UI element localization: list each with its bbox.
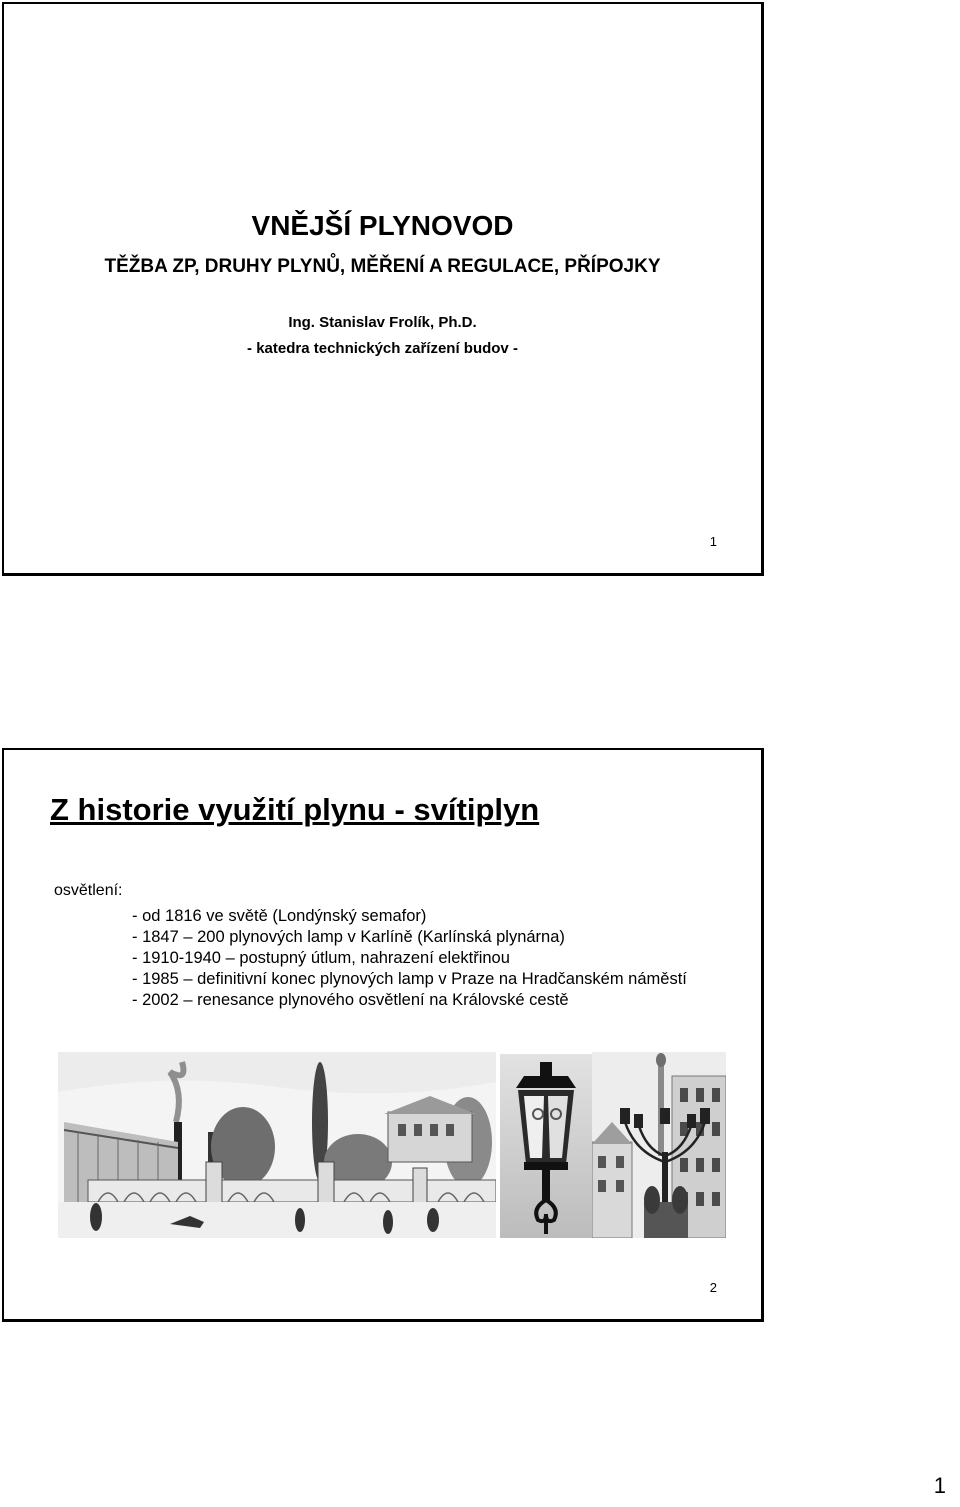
page-number: 1 bbox=[933, 1473, 946, 1498]
gasworks-engraving-illustration bbox=[58, 1052, 496, 1238]
list-item: - 1847 – 200 plynových lamp v Karlíně (Karlínská plynárna) bbox=[132, 928, 565, 946]
historic-gasworks-image bbox=[58, 1052, 496, 1238]
slide-1-title: VNĚJŠÍ PLYNOVOD bbox=[251, 210, 514, 241]
slide-2-number: 2 bbox=[709, 1280, 717, 1295]
slide-1-department: - katedra technických zařízení budov - bbox=[247, 340, 518, 357]
slide-1-author: Ing. Stanislav Frolík, Ph.D. bbox=[288, 314, 477, 331]
slide-1-subtitle: TĚŽBA ZP, DRUHY PLYNŮ, MĚŘENÍ A REGULACE, PŘÍPOJKY bbox=[104, 256, 661, 277]
gas-lantern-image bbox=[500, 1054, 592, 1238]
list-item: - 1985 – definitivní konec plynových lamp v Praze na Hradčanském náměstí bbox=[132, 970, 687, 988]
slide-2-heading: Z historie využití plynu - svítiplyn bbox=[50, 792, 540, 827]
slide-1-number: 1 bbox=[709, 534, 717, 549]
slide-2-label: osvětlení: bbox=[54, 882, 123, 899]
square-candelabra-illustration bbox=[592, 1052, 726, 1238]
gas-lantern-illustration bbox=[500, 1054, 592, 1238]
square-candelabra-image bbox=[592, 1052, 726, 1238]
slide-1 bbox=[2, 2, 764, 576]
list-item: - od 1816 ve světě (Londýnský semafor) bbox=[132, 907, 427, 925]
list-item: - 1910-1940 – postupný útlum, nahrazení elektřinou bbox=[132, 949, 510, 967]
list-item: - 2002 – renesance plynového osvětlení na Královské cestě bbox=[132, 991, 569, 1009]
slide-2-list bbox=[132, 906, 687, 1011]
slide-2 bbox=[2, 748, 764, 1322]
